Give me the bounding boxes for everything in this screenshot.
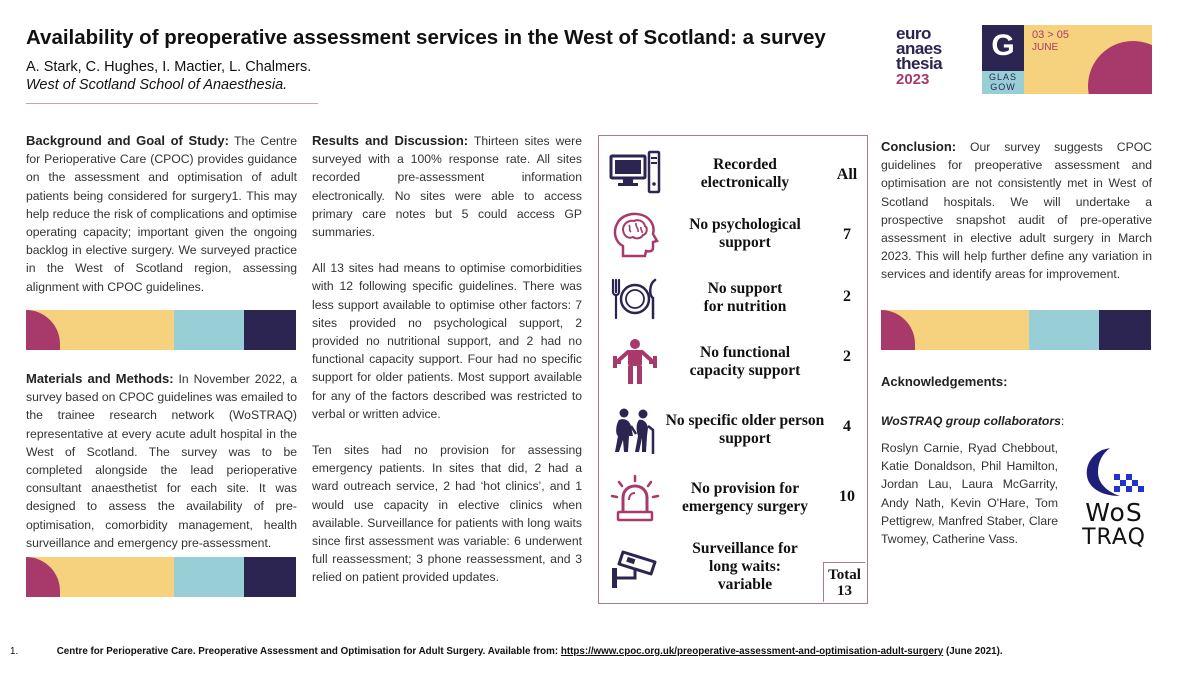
row-label-line: No specific older person xyxy=(665,412,825,429)
decorative-color-bar xyxy=(26,557,296,597)
row-label-line: electronically xyxy=(700,174,790,191)
row-value: 2 xyxy=(843,288,851,305)
summary-row xyxy=(599,204,867,264)
plate-cutlery-icon xyxy=(609,272,661,324)
logo-year: 2023 xyxy=(896,71,930,88)
row-value: 7 xyxy=(843,226,851,243)
poster-title: Availability of preoperative assessment services in the West of Scotland: a survey xyxy=(26,26,826,49)
title-divider xyxy=(26,103,318,104)
results-paragraph-2: All 13 sites had means to optimise comorbidities with 12 following specific guidelines. There was less support available to optimise other factors: 7 sites provided no psychological support, 2 provided no nutritional support, and 2 had no functional capacity support. Four had no specific support for older patients. Most support available for any of the factors described was restricted to verbal or written advice. xyxy=(312,261,582,421)
methods-heading: Materials and Methods: xyxy=(26,371,174,386)
summary-row xyxy=(599,332,867,392)
glasgow-badge xyxy=(982,25,1152,94)
row-label-line: No functional xyxy=(700,344,790,361)
row-value: 4 xyxy=(843,418,851,435)
row-label-line: capacity support xyxy=(689,362,801,379)
footnote-date: (June 2021). xyxy=(945,646,1003,657)
background-text: The Centre for Perioperative Care (CPOC) provides guidance on the assessment and optimisation of adult patients being considered for surgery1. This may help reduce the risk of complications and optimise operating capacity; important given the ongoing backlog in elective surgery. We surveyed practice in the West of Scotland region, assessing alignment with CPOC guidelines. xyxy=(26,134,297,294)
elderly-couple-icon xyxy=(609,406,661,458)
summary-row xyxy=(599,268,867,328)
results-paragraph-1 xyxy=(312,132,582,241)
summary-row xyxy=(599,142,867,202)
results-section xyxy=(312,132,582,587)
wostraq-emblem-icon xyxy=(1072,446,1154,504)
total-label: Total xyxy=(828,567,861,583)
logo-word-thesia: thesia xyxy=(896,54,943,73)
row-label-line: Recorded xyxy=(713,156,777,173)
background-section xyxy=(26,132,297,296)
authors: A. Stark, C. Hughes, I. Mactier, L. Chalmers. xyxy=(26,59,312,75)
logo-word-anaes: anaes xyxy=(896,39,942,58)
row-label-line: No provision for xyxy=(690,480,800,497)
summary-row xyxy=(599,402,867,462)
row-label-line: No psychological xyxy=(689,216,801,233)
row-label-line: emergency surgery xyxy=(681,498,809,515)
logo-word-euro: euro xyxy=(896,24,931,43)
row-value: 2 xyxy=(843,348,851,365)
brain-head-icon xyxy=(609,208,661,260)
collaborators-group-label: WoSTRAQ group collaborators xyxy=(881,414,1061,428)
weightlifter-icon xyxy=(609,336,661,388)
cctv-camera-icon xyxy=(609,540,661,592)
collaborators-colon: : xyxy=(1060,414,1065,428)
row-label-line: No support xyxy=(707,280,783,297)
results-heading: Results and Discussion: xyxy=(312,133,469,148)
results-text-1: Thirteen sites were surveyed with a 100% response rate. All sites recorded pre-assessment information electronically. No sites were able to access primary care notes but 5 could access GP summaries. xyxy=(312,134,582,240)
decorative-color-bar xyxy=(26,310,296,350)
decorative-color-bar xyxy=(881,310,1151,350)
collaborators-heading xyxy=(881,414,1064,428)
row-value: All xyxy=(836,166,858,183)
wostraq-logo-line2: TRAQ xyxy=(1082,525,1146,550)
total-value: 13 xyxy=(837,583,852,599)
logo-city-1: GLAS xyxy=(988,72,1017,82)
euroanaesthesia-logo xyxy=(896,26,966,96)
row-label-line: variable xyxy=(717,576,773,593)
computer-icon xyxy=(609,146,661,198)
collaborator-names: Roslyn Carnie, Ryad Chebbout, Katie Donaldson, Phil Hamilton, Jordan Lau, Laura McGarrity, Andy Nath, Kevin O'Hare, Tom Pettigrew, Manfred Staber, Clare Twomey, Catherine Vass. xyxy=(881,441,1058,547)
logo-city-2: GOW xyxy=(990,82,1016,92)
logo-dates: 03 > 05 xyxy=(1032,29,1070,41)
results-summary-panel xyxy=(598,135,868,604)
logo-letter-g: G xyxy=(991,29,1015,62)
row-label-line: Surveillance for xyxy=(692,540,798,557)
footnote-link[interactable]: https://www.cpoc.org.uk/preoperative-assessment-and-optimisation-adult-surgery xyxy=(560,646,944,657)
conclusion-section xyxy=(881,138,1152,284)
row-label-line: long waits: xyxy=(709,558,781,575)
acknowledgements-heading: Acknowledgements: xyxy=(881,374,1008,389)
total-cell xyxy=(823,562,865,602)
row-label-line: for nutrition xyxy=(703,298,787,315)
results-paragraph-3: Ten sites had no provision for assessing emergency patients. In sites that did, 2 had a ward outreach service, 2 had ‘hot clinics’, and 1 would use capacity in elective clinics when available. Surveillance for patients with long waits since first assessment was variable: 6 underwent full reassessment; 3 phone reassessment, and 3 relied on patient provided updates. xyxy=(312,443,582,585)
institution: West of Scotland School of Anaesthesia. xyxy=(26,77,288,93)
methods-section xyxy=(26,370,297,552)
summary-row xyxy=(599,470,867,530)
wostraq-logo xyxy=(1072,446,1154,556)
row-value: 10 xyxy=(839,488,855,505)
logo-month: JUNE xyxy=(1032,42,1059,53)
footnote xyxy=(10,646,1003,657)
row-label-line: support xyxy=(719,234,771,251)
wostraq-logo-line1: WoS xyxy=(1085,498,1143,527)
footnote-number: 1. xyxy=(10,646,19,657)
background-heading: Background and Goal of Study: xyxy=(26,133,229,148)
row-label-line: support xyxy=(719,430,771,447)
methods-text: In November 2022, a survey based on CPOC guidelines was emailed to the trainee research network (WoSTRAQ) representative at every acute adult hospital in the West of Scotland. The survey was to be completed alongside the lead perioperative consultant anaesthetist for each site. It was designed to assess the availability of pre-optimisation, comorbidity management, health surveillance and emergency pre-assessment. xyxy=(26,372,298,550)
conclusion-heading: Conclusion: xyxy=(881,139,957,154)
conclusion-text: Our survey suggests CPOC guidelines for preoperative assessment and optimisation are not consistently met in West of Scotland hospitals. We will undertake a prospective snapshot audit of pre-operative assessment in elective adult surgery in March 2023. This will help further define any variation in services and identify areas for improvement. xyxy=(881,140,1152,282)
footnote-text: Centre for Perioperative Care. Preoperative Assessment and Optimisation for Adult Surgery. Available from: xyxy=(56,646,559,657)
siren-icon xyxy=(609,474,661,526)
